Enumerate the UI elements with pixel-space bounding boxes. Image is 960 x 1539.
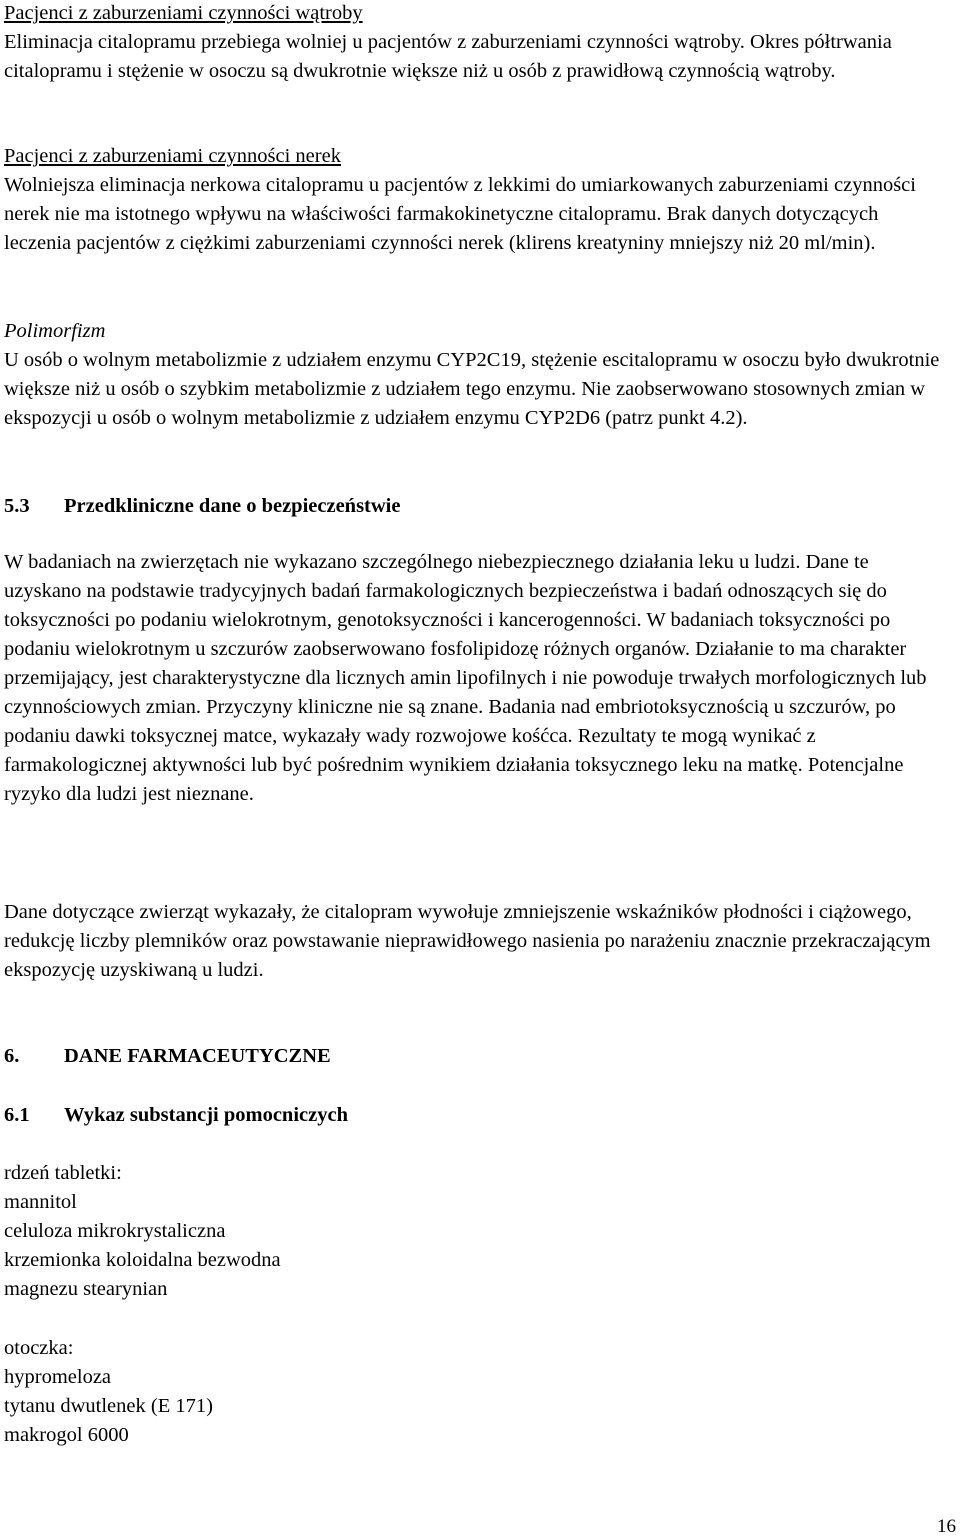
section-6-1-heading: [4, 1101, 944, 1130]
core-item: magnezu stearynian: [4, 1278, 168, 1300]
polymorphism-section: [4, 317, 944, 433]
preclinical-paragraph-2: Dane dotyczące zwierząt wykazały, że citalopram wywołuje zmniejszenie wskaźników płodności i ciążowego, redukcję liczby plemników oraz powstawanie nieprawidłowego nasienia po narażeniu znacznie przekraczającym ekspozycję uzyskiwaną u ludzi.: [4, 901, 931, 981]
coat-item: tytanu dwutlenek (E 171): [4, 1395, 213, 1417]
core-label: rdzeń tabletki:: [4, 1162, 122, 1184]
page-number: 16: [937, 1516, 956, 1537]
section-6-number: 6.: [4, 1045, 20, 1067]
renal-heading: Pacjenci z zaburzeniami czynności nerek: [4, 145, 341, 167]
section-5-3-heading: [4, 492, 944, 521]
polymorphism-text: U osób o wolnym metabolizmie z udziałem enzymu CYP2C19, stężenie escitalopramu w osoczu było dwukrotnie większe niż u osób o szybkim metabolizmie z udziałem tego enzymu. Nie zaobserwowano stosownych zmian w ekspozycji u osób o wolnym metabolizmie z udziałem enzymu CYP2D6 (patrz punkt 4.2).: [4, 349, 940, 429]
coating-excipients: [4, 1334, 944, 1450]
polymorphism-heading: Polimorfizm: [4, 320, 106, 342]
hepatic-text: Eliminacja citalopramu przebiega wolniej u pacjentów z zaburzeniami czynności wątroby. Okres półtrwania citalopramu i stężenie w osoczu są dwukrotnie większe niż u osób z prawidłową czynnością wątroby.: [4, 31, 892, 82]
section-6-title: DANE FARMACEUTYCZNE: [64, 1045, 331, 1067]
section-6-1-title: Wykaz substancji pomocniczych: [64, 1104, 348, 1126]
coat-item: makrogol 6000: [4, 1424, 129, 1446]
section-6-1-number: 6.1: [4, 1104, 30, 1126]
core-item: mannitol: [4, 1191, 77, 1213]
section-5-3-number: 5.3: [4, 495, 30, 517]
core-item: krzemionka koloidalna bezwodna: [4, 1249, 281, 1271]
section-5-3-title: Przedkliniczne dane o bezpieczeństwie: [64, 495, 401, 517]
section-6-heading: [4, 1042, 944, 1071]
renal-section: [4, 142, 944, 258]
hepatic-heading: Pacjenci z zaburzeniami czynności wątroby: [4, 2, 363, 24]
core-item: celuloza mikrokrystaliczna: [4, 1220, 226, 1242]
coat-label: otoczka:: [4, 1337, 74, 1359]
coat-item: hypromeloza: [4, 1366, 112, 1388]
renal-text: Wolniejsza eliminacja nerkowa citalopramu u pacjentów z lekkimi do umiarkowanych zaburzeniami czynności nerek nie ma istotnego wpływu na właściwości farmakokinetyczne citalopramu. Brak danych dotyczących leczenia pacjentów z ciężkimi zaburzeniami czynności nerek (klirens kreatyniny mniejszy niż 20 ml/min).: [4, 174, 916, 254]
preclinical-paragraph-1: W badaniach na zwierzętach nie wykazano szczególnego niebezpiecznego działania leku u ludzi. Dane te uzyskano na podstawie tradycyjnych badań farmakologicznych bezpieczeństwa i badań odnoszących się do toksyczności po podaniu wielokrotnym, genotoksyczności i kancerogenności. W badaniach toksyczności po podaniu wielokrotnym u szczurów zaobserwowano fosfolipidozę różnych organów. Działanie to ma charakter przemijający, jest charakterystyczne dla licznych amin lipofilnych i nie powoduje trwałych morfologicznych lub czynnościowych zmian. Przyczyny kliniczne nie są znane. Badania nad embriotoksycznością u szczurów, po podaniu dawki toksycznej matce, wykazały wady rozwojowe kośćca. Rezultaty te mogą wynikać z farmakologicznej aktywności lub być pośrednim wynikiem działania toksycznego leku na matkę. Potencjalne ryzyko dla ludzi jest nieznane.: [4, 551, 927, 805]
core-excipients: [4, 1159, 944, 1304]
hepatic-section: [4, 0, 944, 86]
